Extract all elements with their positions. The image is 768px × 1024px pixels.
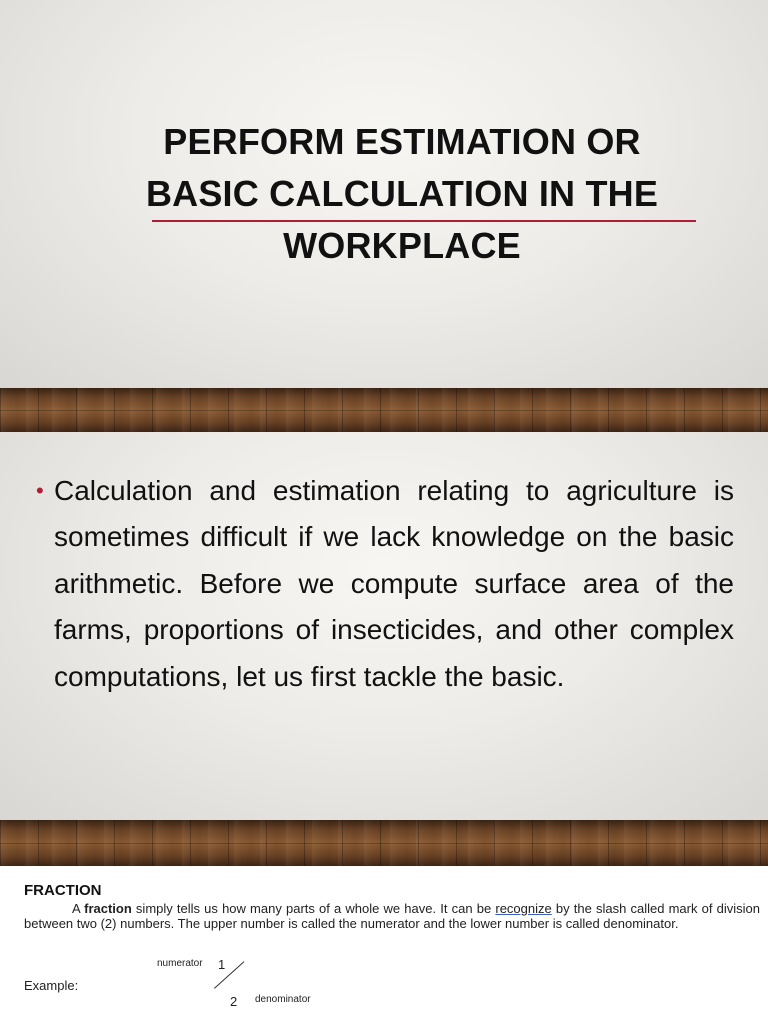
para-intro: A: [72, 901, 85, 916]
para-end: by the slash called mark of division between two (2) numbers. The upper number is called the numerator and the lower number is called denominator.: [24, 901, 760, 931]
title-line-2: BASIC CALCULATION IN THE: [145, 173, 659, 214]
fraction-definition: [24, 901, 760, 931]
para-middle: simply tells us how many parts of a whole we have. It can be: [131, 901, 496, 916]
denominator-value: 2: [230, 994, 238, 1009]
title-line-3: WORKPLACE: [283, 225, 521, 266]
bullet-icon: •: [36, 478, 44, 503]
bullet-paragraph: Calculation and estimation relating to agriculture is sometimes difficult if we lack knowledge on the basic arithmetic. Before we compute surface area of the farms, proportions of insecticides, and other complex computations, let us first tackle the basic.: [54, 475, 734, 692]
numerator-label: numerator: [157, 958, 203, 969]
slide-title: [100, 116, 704, 272]
document-page: [0, 866, 768, 1024]
denominator-label: denominator: [255, 994, 311, 1005]
title-line-1: PERFORM ESTIMATION OR: [163, 121, 641, 162]
wood-floor-strip: [0, 388, 768, 432]
content-slide: [0, 432, 768, 866]
title-underline-rule: [152, 220, 696, 222]
numerator-value: 1: [218, 957, 226, 972]
spellcheck-underlined-word: recognize: [495, 901, 552, 916]
section-heading: FRACTION: [24, 882, 102, 899]
title-slide: [0, 0, 768, 432]
para-bold-term: fraction: [84, 901, 132, 916]
wood-floor-strip: [0, 820, 768, 866]
example-label: Example:: [24, 978, 79, 993]
